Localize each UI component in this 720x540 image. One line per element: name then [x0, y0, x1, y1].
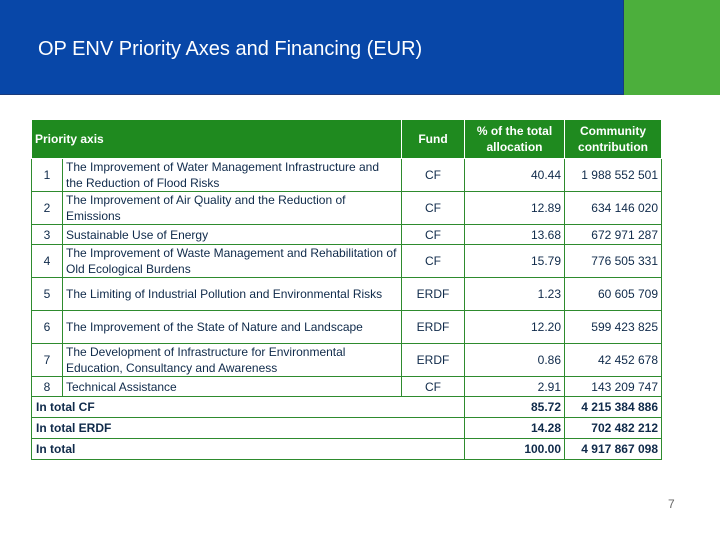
contribution-cell: 1 988 552 501	[565, 159, 662, 192]
title-banner	[0, 0, 624, 95]
fund-cell: CF	[402, 245, 465, 278]
priority-axis-name: The Improvement of Waste Management and Rehabilitation of Old Ecological Burdens	[63, 245, 402, 278]
total-contribution: 4 917 867 098	[565, 439, 662, 460]
total-label: In total CF	[32, 397, 465, 418]
table-row	[32, 245, 662, 278]
percent-cell: 12.20	[465, 311, 565, 344]
total-label: In total	[32, 439, 465, 460]
row-number: 2	[32, 192, 63, 225]
table-row	[32, 278, 662, 311]
percent-cell: 0.86	[465, 344, 565, 377]
header-percent-allocation: % of the total allocation	[465, 120, 565, 159]
contribution-cell: 143 209 747	[565, 377, 662, 397]
page-number: 7	[668, 497, 675, 511]
fund-cell: ERDF	[402, 344, 465, 377]
total-row	[32, 439, 662, 460]
total-percent: 100.00	[465, 439, 565, 460]
fund-cell: CF	[402, 377, 465, 397]
slide-title: OP ENV Priority Axes and Financing (EUR)	[38, 38, 423, 60]
row-number: 7	[32, 344, 63, 377]
header-community-contribution: Community contribution	[565, 120, 662, 159]
total-contribution: 4 215 384 886	[565, 397, 662, 418]
percent-cell: 12.89	[465, 192, 565, 225]
fund-cell: ERDF	[402, 311, 465, 344]
priority-axis-name: The Improvement of Air Quality and the Reduction of Emissions	[63, 192, 402, 225]
accent-block	[624, 0, 720, 95]
priority-axis-name: The Development of Infrastructure for Environmental Education, Consultancy and Awareness	[63, 344, 402, 377]
priority-axis-name: Technical Assistance	[63, 377, 402, 397]
contribution-cell: 672 971 287	[565, 225, 662, 245]
priority-axis-name: Sustainable Use of Energy	[63, 225, 402, 245]
row-number: 1	[32, 159, 63, 192]
priority-axis-name: The Improvement of the State of Nature and Landscape	[63, 311, 402, 344]
table-row	[32, 192, 662, 225]
contribution-cell: 42 452 678	[565, 344, 662, 377]
percent-cell: 2.91	[465, 377, 565, 397]
row-number: 6	[32, 311, 63, 344]
row-number: 3	[32, 225, 63, 245]
table-row	[32, 344, 662, 377]
contribution-cell: 599 423 825	[565, 311, 662, 344]
percent-cell: 13.68	[465, 225, 565, 245]
table-row	[32, 311, 662, 344]
contribution-cell: 60 605 709	[565, 278, 662, 311]
fund-cell: CF	[402, 225, 465, 245]
table-row	[32, 159, 662, 192]
table-row	[32, 225, 662, 245]
total-percent: 14.28	[465, 418, 565, 439]
percent-cell: 15.79	[465, 245, 565, 278]
row-number: 5	[32, 278, 63, 311]
header-fund: Fund	[402, 120, 465, 159]
row-number: 4	[32, 245, 63, 278]
priority-axis-name: The Improvement of Water Management Infrastructure and the Reduction of Flood Risks	[63, 159, 402, 192]
fund-cell: CF	[402, 192, 465, 225]
contribution-cell: 776 505 331	[565, 245, 662, 278]
table-row	[32, 377, 662, 397]
table-header-row	[32, 120, 662, 159]
fund-cell: ERDF	[402, 278, 465, 311]
priority-axis-name: The Limiting of Industrial Pollution and Environmental Risks	[63, 278, 402, 311]
percent-cell: 1.23	[465, 278, 565, 311]
priority-axes-table	[31, 119, 662, 460]
percent-cell: 40.44	[465, 159, 565, 192]
row-number: 8	[32, 377, 63, 397]
total-row	[32, 397, 662, 418]
total-percent: 85.72	[465, 397, 565, 418]
total-contribution: 702 482 212	[565, 418, 662, 439]
fund-cell: CF	[402, 159, 465, 192]
total-row	[32, 418, 662, 439]
header-priority-axis: Priority axis	[32, 120, 402, 159]
contribution-cell: 634 146 020	[565, 192, 662, 225]
total-label: In total ERDF	[32, 418, 465, 439]
